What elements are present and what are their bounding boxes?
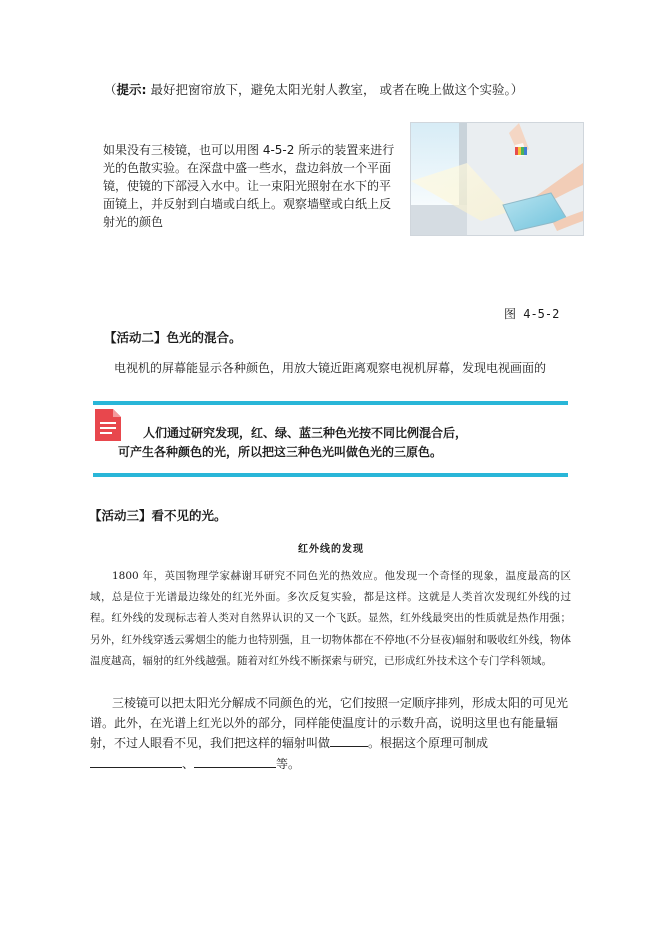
note-bottom-rule <box>93 473 568 477</box>
reading-text: 1800 年，英国物理学家赫谢耳研究不同色光的热效应。他发现一个奇怪的现象，温度最高的区域，总是位于光谱最边缘处的红光外面。多次反复实验，都是这样。这就是人类首次发现红外线的过程。红外线的发现标志着人类对自然界认识的又一个飞跃。显然，红外线最突出的性质就是热作用强；另外，红外线穿透云雾烟尘的能力也特别强，且一切物体都在不停地(不分昼夜)辐射和吸收红外线，物体温度越高，辐射的红外线越强。随着对红外线不断探索与研究，已形成红外技术这个专门学科领域。 <box>90 570 571 667</box>
tip-text: 最好把窗帘放下，避免太阳光射人教室， 或者在晚上做这个实验。） <box>146 82 524 97</box>
fill-text-2: 。根据这个原理可制成 <box>368 736 489 750</box>
activity2-heading: 【活动二】色光的混合。 <box>104 330 242 345</box>
activity2-text: 电视机的屏幕能显示各种颜色，用放大镜近距离观察电视机屏幕，发现电视画面的 <box>114 361 547 375</box>
note-line-1: 人们通过研究发现，红、绿、蓝三种色光按不同比例混合后， <box>143 426 468 440</box>
note-top-rule <box>93 401 568 405</box>
tip-label: 提示: <box>116 82 147 97</box>
reading-passage <box>90 566 571 672</box>
answer-blank-2[interactable] <box>90 754 182 768</box>
answer-blank-1[interactable] <box>330 733 368 747</box>
fill-text-4: 等。 <box>276 756 301 771</box>
fill-in-paragraph <box>90 694 576 774</box>
tip-line <box>104 80 523 98</box>
experiment-text: 如果没有三棱镜，也可以用图 4-5-2 所示的装置来进行光的色散实验。在深盘中盛一些水，盘边斜放一个平面镜，使镜的下部浸入水中。让一束阳光照射在水下的平面镜上，并反射到白墙或白纸上。观察墙壁或白纸上反射光的颜色 <box>103 143 395 229</box>
document-icon <box>93 407 123 443</box>
figure-caption: 图 4-5-2 <box>504 307 560 321</box>
answer-blank-3[interactable] <box>194 754 276 768</box>
knowledge-note-box <box>93 401 568 477</box>
fill-text-3: 、 <box>182 756 195 771</box>
reading-title: 红外线的发现 <box>298 544 364 555</box>
fill-text-1: 三棱镜可以把太阳光分解成不同颜色的光，它们按照一定顺序排列，形成太阳的可见光谱。此外，在光谱上红光以外的部分，同样能使温度计的示数升高，说明这里也有能量辐射，不过人眼看不见，我们把这样的辐射叫做 <box>90 696 569 750</box>
activity3-heading: 【活动三】看不见的光。 <box>89 508 227 523</box>
tip-open-paren: （ <box>104 82 117 97</box>
experiment-photo <box>410 122 584 236</box>
experiment-paragraph <box>103 141 395 231</box>
note-line-2: 可产生各种颜色的光，所以把这三种色光叫做色光的三原色。 <box>118 445 443 459</box>
